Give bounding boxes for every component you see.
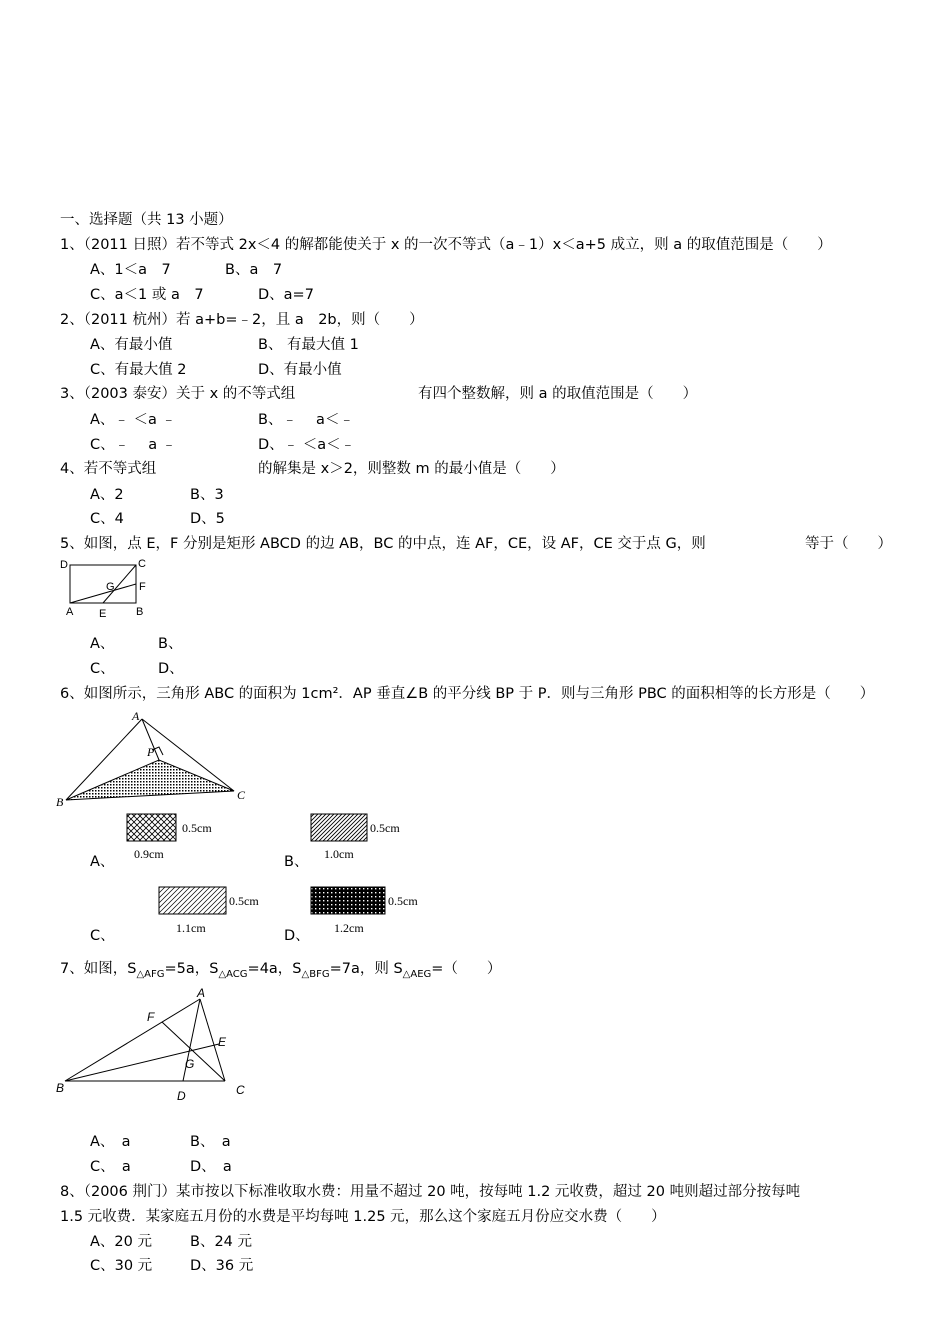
q4-option-d: D、5 <box>190 511 225 527</box>
q7-option-c: C、 a <box>90 1159 131 1175</box>
q6-c-height: 0.5cm <box>229 894 259 908</box>
q6-d-width: 1.2cm <box>334 921 364 935</box>
q8-option-c: C、30 元 <box>90 1258 153 1274</box>
q5-option-a: A、 <box>90 636 115 652</box>
q6-option-c-label: C、 <box>90 928 115 944</box>
q6-label-b: B <box>56 795 64 809</box>
section-title: 一、选择题（共 13 小题） <box>60 212 233 228</box>
q3-option-b: B、﹣ a＜﹣ <box>258 412 354 428</box>
q7-label-e: E <box>218 1035 227 1049</box>
q3-option-d: D、﹣ ＜a＜﹣ <box>258 437 356 453</box>
q5-rectangle-figure <box>58 556 158 622</box>
q6-stem: 6、如图所示，三角形 ABC 的面积为 1cm²．AP 垂直∠B 的平分线 BP 于 P．则与三角形 PBC 的面积相等的长方形是（ ） <box>60 686 875 702</box>
q4-option-c: C、4 <box>90 511 124 527</box>
q8-option-d: D、36 元 <box>190 1258 254 1274</box>
q8-stem-line2: 1.5 元收费．某家庭五月份的水费是平均每吨 1.25 元，那么这个家庭五月份应交水费（ ） <box>60 1209 666 1225</box>
q5-option-d: D、 <box>158 661 184 677</box>
q1-stem: 1、（2011 日照）若不等式 2x＜4 的解都能使关于 x 的一次不等式（a﹣1）x＜a+5 成立，则 a 的取值范围是（ ） <box>60 237 832 253</box>
q5-label-c: C <box>138 558 146 570</box>
q5-option-c: C、 <box>90 661 115 677</box>
q6-option-a-rect <box>122 810 222 868</box>
q6-c-width: 1.1cm <box>176 921 206 935</box>
q6-option-d-rect <box>306 883 436 941</box>
q6-triangle-figure <box>50 706 260 816</box>
q5-stem-right: 等于（ ） <box>805 536 892 552</box>
q7-stem: 7、如图，$S_{\triangle AFG}=5a$，$S_{\triangle ACG}=4a$，$S_{\triangle BFG}=7a$，则 $S_{\triangle AEG}=$（ ） <box>60 961 502 980</box>
q1-option-c: C、a＜1 或 a 7 <box>90 287 204 303</box>
q5-stem-left: 5、如图，点 E，F 分别是矩形 ABCD 的边 AB，BC 的中点，连 AF，CE，设 AF，CE 交于点 G，则 <box>60 536 706 552</box>
q6-label-a: A <box>132 709 140 723</box>
q4-stem-left: 4、若不等式组 <box>60 461 157 477</box>
q1-option-b: B、a 7 <box>225 262 283 278</box>
q7-label-c: C <box>236 1083 245 1097</box>
q6-a-width: 0.9cm <box>134 847 164 861</box>
q5-label-e: E <box>99 608 107 620</box>
q6-option-d-label: D、 <box>284 928 310 944</box>
q6-option-c-rect <box>154 883 274 941</box>
q7-option-b: B、 a <box>190 1134 231 1150</box>
q5-option-b: B、 <box>158 636 183 652</box>
q5-label-f: F <box>139 581 146 593</box>
q7-option-d: D、 a <box>190 1159 232 1175</box>
q8-stem-line1: 8、（2006 荆门）某市按以下标准收取水费：用量不超过 20 吨，按每吨 1.2 元收费，超过 20 吨则超过部分按每吨 <box>60 1184 801 1200</box>
q3-option-a: A、﹣ ＜a ﹣ <box>90 412 177 428</box>
q4-option-b: B、3 <box>190 487 224 503</box>
q6-b-height: 0.5cm <box>370 821 400 835</box>
q1-option-a: A、1＜a 7 <box>90 262 171 278</box>
q5-label-d: D <box>60 559 68 571</box>
q6-option-a-label: A、 <box>90 854 115 870</box>
q3-option-c: C、﹣ a ﹣ <box>90 437 177 453</box>
q7-triangle-figure <box>52 984 252 1106</box>
q1-option-d: D、a=7 <box>258 287 314 303</box>
q8-option-a: A、20 元 <box>90 1234 152 1250</box>
q4-option-a: A、2 <box>90 487 124 503</box>
q7-label-g: G <box>185 1057 195 1071</box>
q6-option-b-rect <box>306 810 416 868</box>
q7-label-f: F <box>147 1010 155 1024</box>
q2-option-a: A、有最小值 <box>90 337 173 353</box>
q6-label-c: C <box>237 788 246 802</box>
q6-d-height: 0.5cm <box>388 894 418 908</box>
q5-label-g: G <box>106 581 115 593</box>
q6-b-width: 1.0cm <box>324 847 354 861</box>
q2-option-d: D、有最小值 <box>258 362 342 378</box>
q5-label-a: A <box>66 606 74 618</box>
q5-label-b: B <box>136 606 144 618</box>
q6-option-b-label: B、 <box>284 854 309 870</box>
q7-label-a: A <box>197 986 206 1000</box>
q4-stem-right: 的解集是 x＞2，则整数 m 的最小值是（ ） <box>258 461 565 477</box>
q2-option-c: C、有最大值 2 <box>90 362 187 378</box>
q2-option-b: B、 有最大值 1 <box>258 337 359 353</box>
q3-stem-right: 有四个整数解，则 a 的取值范围是（ ） <box>418 386 698 402</box>
q3-stem-left: 3、（2003 泰安）关于 x 的不等式组 <box>60 386 296 402</box>
q6-label-p: P <box>147 745 155 759</box>
q7-label-b: B <box>56 1081 65 1095</box>
q7-label-d: D <box>177 1089 186 1103</box>
q7-option-a: A、 a <box>90 1134 131 1150</box>
q2-stem: 2、（2011 杭州）若 a+b=﹣2，且 a 2b，则（ ） <box>60 312 424 328</box>
q6-a-height: 0.5cm <box>182 821 212 835</box>
q8-option-b: B、24 元 <box>190 1234 253 1250</box>
